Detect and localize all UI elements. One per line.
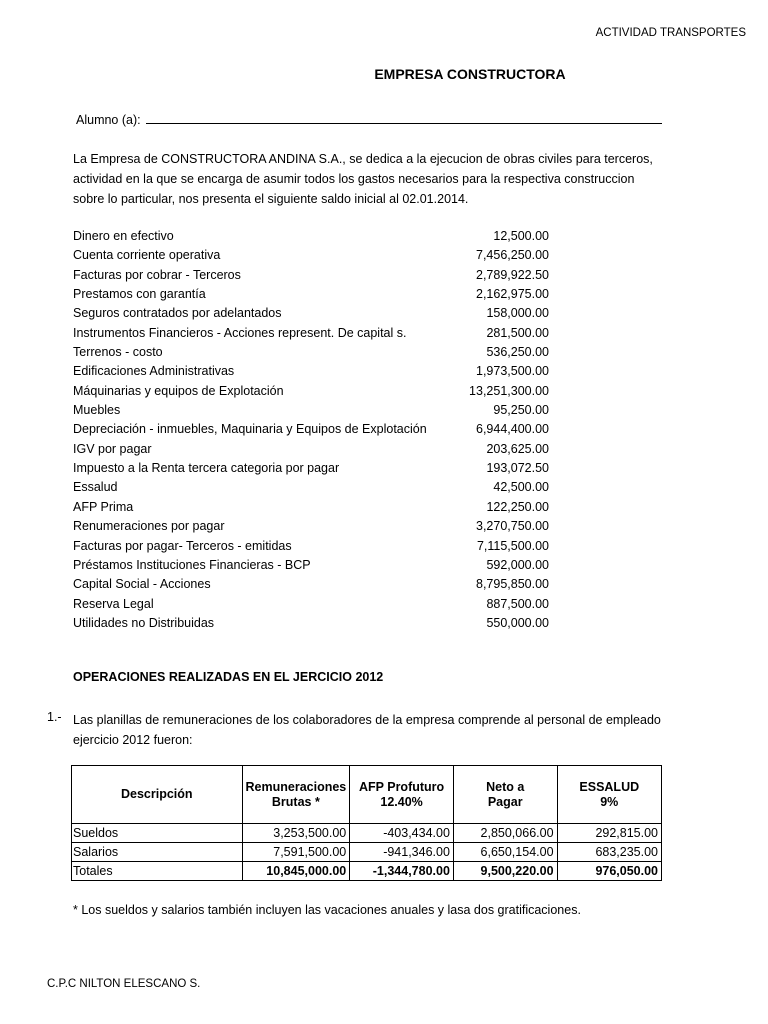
header-text: ESSALUD <box>579 779 640 794</box>
header-text: 9% <box>600 794 619 809</box>
balance-account-name: Seguros contratados por adelantados <box>73 306 282 321</box>
payroll-header-row <box>72 766 662 824</box>
balance-account-name: Muebles <box>73 403 121 418</box>
document-title: EMPRESA CONSTRUCTORA <box>374 66 566 82</box>
balance-account-name: Cuenta corriente operativa <box>73 248 221 263</box>
payroll-total-row <box>72 862 662 881</box>
balance-row <box>73 440 549 459</box>
balance-amount: 6,944,400.00 <box>476 422 549 437</box>
balance-row <box>73 537 549 556</box>
balance-row <box>73 556 549 575</box>
payroll-amount: 10,845,000.00 <box>242 862 350 881</box>
balance-amount: 122,250.00 <box>486 499 549 514</box>
header-text: Pagar <box>487 794 523 809</box>
balance-account-name: IGV por pagar <box>73 441 152 456</box>
intro-paragraph <box>73 149 693 209</box>
balance-account-name: Facturas por cobrar - Terceros <box>73 267 241 282</box>
payroll-amount: 683,235.00 <box>557 843 661 862</box>
header-text: Brutas * <box>271 794 320 809</box>
payroll-table <box>71 765 662 881</box>
payroll-amount: 7,591,500.00 <box>242 843 350 862</box>
student-field <box>76 112 662 127</box>
payroll-amount: 976,050.00 <box>557 862 661 881</box>
balance-amount: 7,456,250.00 <box>476 248 549 263</box>
balance-amount: 193,072.50 <box>486 461 549 476</box>
balance-account-name: Terrenos - costo <box>73 345 163 360</box>
operations-title: OPERACIONES REALIZADAS EN EL JERCICIO 2012 <box>73 670 384 684</box>
balance-account-name: Préstamos Instituciones Financieras - BCP <box>73 557 311 572</box>
balance-account-name: Facturas por pagar- Terceros - emitidas <box>73 538 292 553</box>
balance-account-name: Instrumentos Financieros - Acciones represent. De capital s. <box>73 325 407 340</box>
balance-row <box>73 343 549 362</box>
balance-row <box>73 575 549 594</box>
balance-amount: 536,250.00 <box>486 345 549 360</box>
balance-row <box>73 246 549 265</box>
balance-row <box>73 227 549 246</box>
balance-amount: 887,500.00 <box>486 596 549 611</box>
payroll-description: Salarios <box>72 843 243 862</box>
balance-amount: 203,625.00 <box>486 441 549 456</box>
balance-account-name: Prestamos con garantía <box>73 287 206 302</box>
payroll-amount: 292,815.00 <box>557 824 661 843</box>
payroll-column-header <box>557 766 661 824</box>
balance-row <box>73 285 549 304</box>
payroll-amount: -403,434.00 <box>350 824 454 843</box>
opening-balance-list <box>73 227 549 633</box>
intro-line: La Empresa de CONSTRUCTORA ANDINA S.A., se dedica a la ejecucion de obras civiles para terceros, <box>73 152 653 166</box>
balance-account-name: Edificaciones Administrativas <box>73 364 235 379</box>
payroll-amount: -1,344,780.00 <box>350 862 454 881</box>
footnote: * Los sueldos y salarios también incluyen las vacaciones anuales y lasa dos gratificaciones. <box>73 903 581 917</box>
balance-account-name: Máquinarias y equipos de Explotación <box>73 383 284 398</box>
operation-line: ejercicio 2012 fueron: <box>73 733 193 747</box>
student-name-blank <box>146 112 662 124</box>
balance-amount: 7,115,500.00 <box>476 538 549 553</box>
payroll-row <box>72 824 662 843</box>
balance-row <box>73 517 549 536</box>
signature: C.P.C NILTON ELESCANO S. <box>47 978 201 990</box>
balance-row <box>73 324 549 343</box>
operation-line: Las planillas de remuneraciones de los colaboradores de la empresa comprende al personal de empleado <box>73 713 661 727</box>
header-text: AFP Profuturo <box>358 779 445 794</box>
balance-amount: 42,500.00 <box>493 480 549 495</box>
operation-description <box>73 710 661 750</box>
balance-row <box>73 614 549 633</box>
balance-account-name: Essalud <box>73 480 118 495</box>
balance-row <box>73 266 549 285</box>
balance-account-name: Depreciación - inmuebles, Maquinaria y Equipos de Explotación <box>73 422 427 437</box>
student-label: Alumno (a): <box>76 113 141 127</box>
balance-amount: 158,000.00 <box>486 306 549 321</box>
payroll-description: Sueldos <box>72 824 243 843</box>
balance-row <box>73 401 549 420</box>
intro-line: sobre lo particular, nos presenta el siguiente saldo inicial al 02.01.2014. <box>73 192 469 206</box>
header-text: Neto a <box>486 779 525 794</box>
header-text: 12.40% <box>380 794 423 809</box>
balance-account-name: Dinero en efectivo <box>73 229 174 243</box>
balance-row <box>73 304 549 323</box>
balance-amount: 550,000.00 <box>486 615 549 630</box>
balance-account-name: Capital Social - Acciones <box>73 577 211 592</box>
balance-row <box>73 420 549 439</box>
balance-amount: 281,500.00 <box>486 325 549 340</box>
balance-amount: 8,795,850.00 <box>476 577 549 592</box>
balance-amount: 3,270,750.00 <box>476 519 549 534</box>
operation-number: 1.- <box>47 710 62 724</box>
balance-account-name: Impuesto a la Renta tercera categoria por pagar <box>73 461 340 476</box>
payroll-description: Totales <box>72 862 243 881</box>
payroll-body <box>72 824 662 881</box>
payroll-column-header <box>350 766 454 824</box>
header-text: Remuneraciones <box>245 779 347 794</box>
balance-row <box>73 382 549 401</box>
header-text: Descripción <box>120 787 193 801</box>
payroll-column-header <box>453 766 557 824</box>
balance-row <box>73 498 549 517</box>
balance-amount: 13,251,300.00 <box>469 383 549 398</box>
balance-amount: 12,500.00 <box>493 229 549 243</box>
balance-amount: 2,789,922.50 <box>476 267 549 282</box>
balance-row <box>73 459 549 478</box>
payroll-amount: 6,650,154.00 <box>453 843 557 862</box>
intro-line: actividad en la que se encarga de asumir todos los gastos necesarios para la respectiva construccion <box>73 172 635 186</box>
payroll-row <box>72 843 662 862</box>
balance-amount: 95,250.00 <box>493 403 549 418</box>
payroll-amount: 2,850,066.00 <box>453 824 557 843</box>
balance-account-name: Utilidades no Distribuidas <box>73 615 215 630</box>
balance-account-name: Renumeraciones por pagar <box>73 519 225 534</box>
payroll-column-header <box>242 766 350 824</box>
balance-row <box>73 478 549 497</box>
balance-account-name: Reserva Legal <box>73 596 154 611</box>
balance-row <box>73 595 549 614</box>
payroll-amount: 9,500,220.00 <box>453 862 557 881</box>
balance-row <box>73 362 549 381</box>
payroll-column-header <box>72 766 243 824</box>
balance-amount: 2,162,975.00 <box>476 287 549 302</box>
balance-account-name: AFP Prima <box>73 499 134 514</box>
payroll-amount: 3,253,500.00 <box>242 824 350 843</box>
activity-header: ACTIVIDAD TRANSPORTES <box>595 27 746 39</box>
payroll-amount: -941,346.00 <box>350 843 454 862</box>
balance-amount: 592,000.00 <box>486 557 549 572</box>
balance-amount: 1,973,500.00 <box>476 364 549 379</box>
